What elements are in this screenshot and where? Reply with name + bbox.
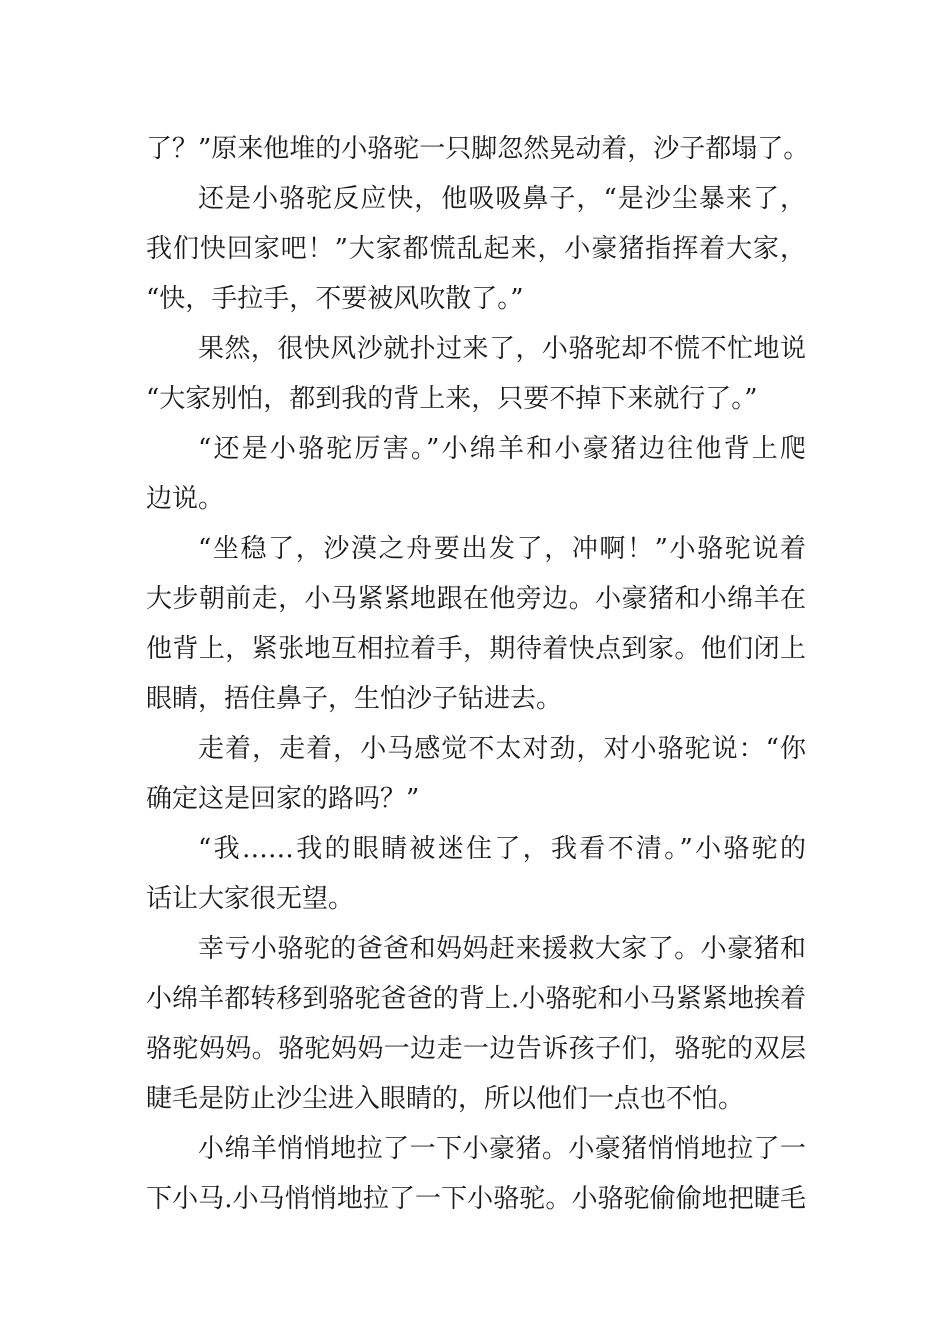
text-line-2: 还是小骆驼反应快，他吸吸鼻子，“是沙尘暴来了， (198, 184, 806, 214)
text-line-11: 他背上，紧张地互相拉着手，期待着快点到家。他们闭上 (146, 634, 806, 664)
text-line-20: 睫毛是防止沙尘进入眼睛的，所以他们一点也不怕。 (146, 1084, 745, 1114)
text-line-16: 话让大家很无望。 (146, 884, 355, 914)
text-line-10: 大步朝前走，小马紧紧地跟在他旁边。小豪猪和小绵羊在 (146, 584, 806, 614)
text-line-13: 走着，走着，小马感觉不太对劲，对小骆驼说：“你 (198, 734, 806, 764)
text-line-4: “快，手拉手，不要被风吹散了。” (146, 284, 524, 314)
text-line-21: 小绵羊悄悄地拉了一下小豪猪。小豪猪悄悄地拉了一 (198, 1134, 806, 1164)
text-line-5: 果然，很快风沙就扑过来了，小骆驼却不慌不忙地说 (198, 334, 806, 364)
text-line-12: 眼睛，捂住鼻子，生怕沙子钻进去。 (146, 684, 563, 714)
text-line-1: 了？”原来他堆的小骆驼一只脚忽然晃动着，沙子都塌了。 (146, 134, 810, 164)
text-line-17: 幸亏小骆驼的爸爸和妈妈赶来援救大家了。小豪猪和 (198, 934, 806, 964)
text-line-22: 下小马.小马悄悄地拉了一下小骆驼。小骆驼偷偷地把睫毛 (146, 1184, 806, 1214)
text-line-14: 确定这是回家的路吗？” (146, 784, 420, 814)
text-line-7: “还是小骆驼厉害。”小绵羊和小豪猪边往他背上爬 (198, 434, 806, 464)
text-line-18: 小绵羊都转移到骆驼爸爸的背上.小骆驼和小马紧紧地挨着 (146, 984, 806, 1014)
text-line-9: “坐稳了，沙漠之舟要出发了，冲啊！”小骆驼说着 (198, 534, 806, 564)
text-line-6: “大家别怕，都到我的背上来，只要不掉下来就行了。” (146, 384, 758, 414)
text-line-15: “我……我的眼睛被迷住了，我看不清。”小骆驼的 (198, 834, 806, 864)
text-line-19: 骆驼妈妈。骆驼妈妈一边走一边告诉孩子们，骆驼的双层 (146, 1034, 806, 1064)
text-line-3: 我们快回家吧！”大家都慌乱起来，小豪猪指挥着大家， (146, 234, 806, 264)
text-line-8: 边说。 (146, 484, 225, 514)
